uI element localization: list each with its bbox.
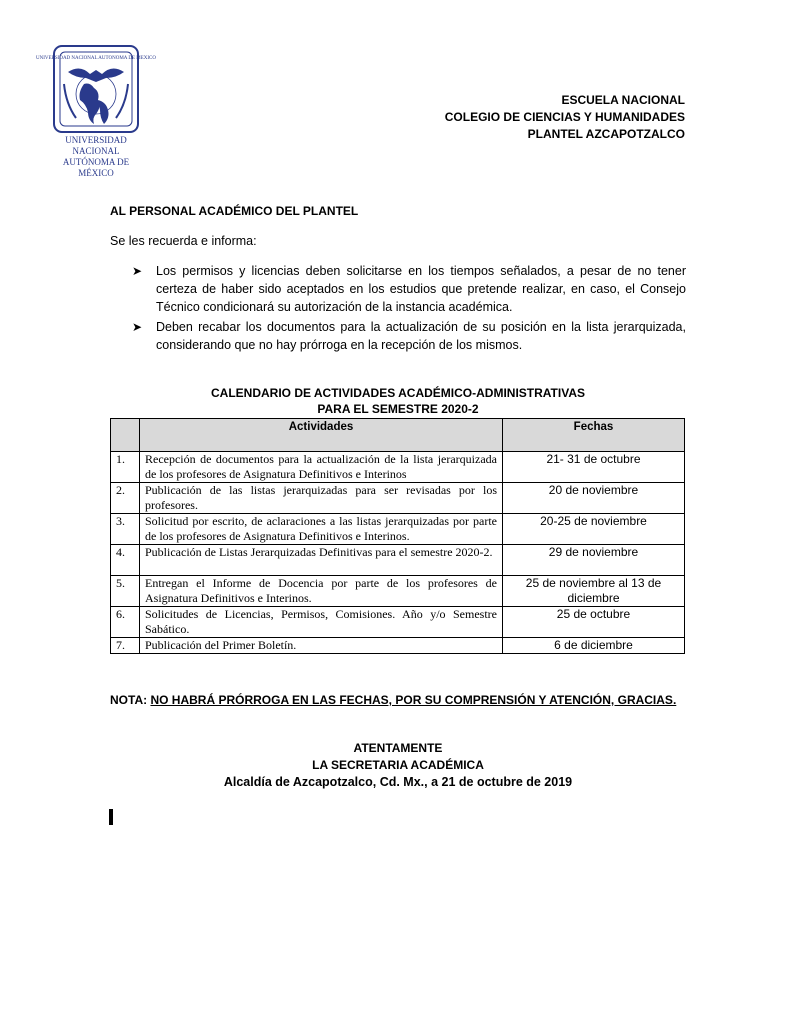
addressee: AL PERSONAL ACADÉMICO DEL PLANTEL bbox=[110, 204, 359, 218]
table-row: 5. Entregan el Informe de Docencia por parte de los profesores de Asignatura Definitivos e Interinos. 25 de noviembre al 13 de diciembre bbox=[111, 576, 685, 607]
text-cursor bbox=[109, 809, 113, 825]
table-row: 7. Publicación del Primer Boletín. 6 de diciembre bbox=[111, 638, 685, 654]
bullet-list bbox=[132, 262, 686, 356]
note-label: NOTA: bbox=[110, 693, 148, 707]
calendar-subtitle: PARA EL SEMESTRE 2020-2 bbox=[317, 402, 479, 416]
table-row: 4. Publicación de Listas Jerarquizadas Definitivas para el semestre 2020-2. 29 de noviembre bbox=[111, 545, 685, 576]
table-header-row bbox=[111, 419, 685, 452]
institution-line: PLANTEL AZCAPOTZALCO bbox=[527, 127, 685, 141]
signer: LA SECRETARIA ACADÉMICA bbox=[312, 758, 484, 772]
calendar-table bbox=[110, 418, 685, 654]
institution-line: ESCUELA NACIONAL bbox=[561, 93, 685, 107]
table-row: 6. Solicitudes de Licencias, Permisos, Comisiones. Año y/o Semestre Sabático. 25 de octubre bbox=[111, 607, 685, 638]
intro-text: Se les recuerda e informa: bbox=[110, 234, 257, 248]
closing: ATENTAMENTE bbox=[353, 741, 443, 755]
calendar-title: CALENDARIO DE ACTIVIDADES ACADÉMICO-ADMINISTRATIVAS bbox=[211, 386, 585, 400]
institution-line: COLEGIO DE CIENCIAS Y HUMANIDADES bbox=[444, 110, 685, 124]
bullet-item: ➤ Los permisos y licencias deben solicitarse en los tiempos señalados, a pesar de no tener certeza de haber sido aceptados en los estudios que pretende realizar, en caso, el Consejo Técnico condicionará su autorización de la instancia académica. bbox=[132, 264, 686, 314]
institution-heading bbox=[445, 92, 685, 143]
header-dates: Fechas bbox=[503, 419, 685, 452]
note bbox=[110, 693, 676, 707]
table-row: 1. Recepción de documentos para la actualización de la lista jerarquizada de los profesores de Asignatura Definitivos e Interinos 21- 31 de octubre bbox=[111, 452, 685, 483]
table-row: 2. Publicación de las listas jerarquizadas para ser revisadas por los profesores. 20 de noviembre bbox=[111, 483, 685, 514]
logo-text: UNIVERSIDAD NACIONAL AUTÓNOMA DE MÉXICO bbox=[62, 135, 130, 178]
arrow-bullet-icon: ➤ bbox=[132, 320, 143, 334]
svg-text:UNIVERSIDAD NACIONAL AUTONOMA: UNIVERSIDAD NACIONAL AUTONOMA DE MEXICO bbox=[36, 56, 156, 61]
arrow-bullet-icon: ➤ bbox=[132, 264, 143, 278]
table-row: 3. Solicitud por escrito, de aclaraciones a las listas jerarquizadas por parte de los profesores de Asignatura Definitivos e Interinos. 20-25 de noviembre bbox=[111, 514, 685, 545]
bullet-item: ➤ Deben recabar los documentos para la actualización de su posición en la lista jerarquizada, considerando que no hay prórroga en la recepción de los mismos. bbox=[132, 320, 686, 352]
header-activities: Actividades bbox=[140, 419, 503, 452]
note-text: NO HABRÁ PRÓRROGA EN LAS FECHAS, POR SU COMPRENSIÓN Y ATENCIÓN, GRACIAS. bbox=[150, 693, 677, 707]
place-date: Alcaldía de Azcapotzalco, Cd. Mx., a 21 de octubre de 2019 bbox=[223, 775, 573, 789]
header-num-cell bbox=[111, 419, 140, 452]
